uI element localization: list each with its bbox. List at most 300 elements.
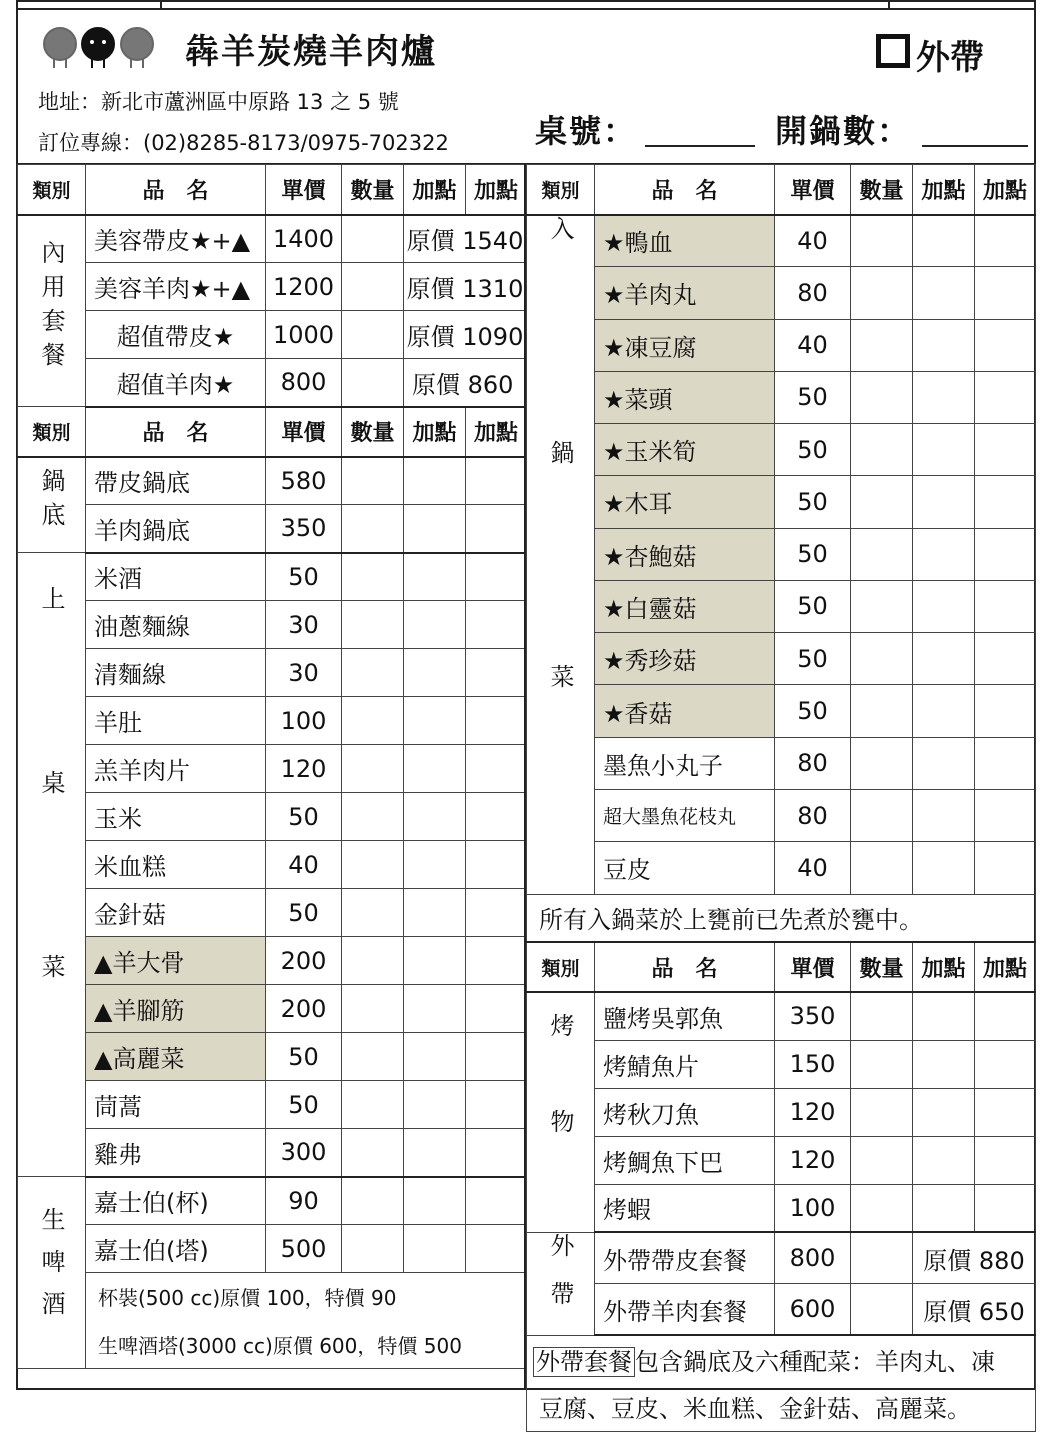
top-divider-tick xyxy=(160,0,162,10)
beer-note: 杯裝(500 cc)原價 100，特價 90 xyxy=(86,1273,527,1321)
header-category: 類別 xyxy=(18,407,86,457)
add-cell[interactable] xyxy=(913,267,975,319)
qty-cell[interactable] xyxy=(342,457,404,505)
original-price: 原價 1310 xyxy=(404,263,527,311)
table-row xyxy=(527,1040,1036,1088)
item-price: 80 xyxy=(775,737,851,789)
qty-cell[interactable] xyxy=(342,745,404,793)
header-price: 單價 xyxy=(266,407,342,457)
qty-cell[interactable] xyxy=(851,215,913,267)
item-name: 玉米 xyxy=(86,793,266,841)
add-cell[interactable] xyxy=(975,1136,1036,1184)
item-price: 350 xyxy=(266,505,342,553)
add-cell[interactable] xyxy=(975,424,1036,476)
item-name: ★秀珍菇 xyxy=(595,633,775,685)
takeout-note-line2: 豆腐、豆皮、米血糕、金針菇、高麗菜。 xyxy=(527,1383,1036,1431)
qty-cell[interactable] xyxy=(851,842,913,894)
add-cell[interactable] xyxy=(975,319,1036,371)
add-cell[interactable] xyxy=(975,476,1036,528)
table-row xyxy=(527,1284,1036,1336)
item-name: 雞弗 xyxy=(86,1129,266,1177)
add-cell[interactable] xyxy=(466,697,527,745)
item-price: 50 xyxy=(775,685,851,737)
table-row xyxy=(18,841,527,889)
item-price: 1200 xyxy=(266,263,342,311)
table-row xyxy=(527,476,1036,528)
table-row xyxy=(527,1232,1036,1284)
item-name: ▲高麗菜 xyxy=(86,1033,266,1081)
item-name: 米血糕 xyxy=(86,841,266,889)
add-cell[interactable] xyxy=(466,649,527,697)
item-name: 鹽烤吳郭魚 xyxy=(595,992,775,1040)
table-header-row xyxy=(527,942,1036,992)
item-price: 50 xyxy=(775,424,851,476)
add-cell[interactable] xyxy=(466,601,527,649)
table-row xyxy=(527,528,1036,580)
header-add: 加點 xyxy=(975,942,1036,992)
item-price: 50 xyxy=(775,633,851,685)
add-cell[interactable] xyxy=(913,580,975,632)
category-pot-base: 鍋底 xyxy=(18,457,86,553)
add-cell[interactable] xyxy=(404,1225,466,1273)
category-grilled: 烤物 xyxy=(527,992,595,1232)
table-header-row xyxy=(18,165,527,215)
item-name: 嘉士伯(杯) xyxy=(86,1177,266,1225)
add-cell[interactable] xyxy=(913,685,975,737)
add-cell[interactable] xyxy=(404,841,466,889)
qty-cell[interactable] xyxy=(851,371,913,423)
right-menu-table xyxy=(526,164,1036,1432)
item-name: ★鴨血 xyxy=(595,215,775,267)
item-name: 帶皮鍋底 xyxy=(86,457,266,505)
qty-cell[interactable] xyxy=(342,649,404,697)
table-row xyxy=(18,457,527,505)
item-name: 超值帶皮★ xyxy=(86,311,266,359)
add-cell[interactable] xyxy=(466,841,527,889)
header-qty: 數量 xyxy=(342,165,404,215)
sheep-icon xyxy=(82,28,114,68)
qty-cell[interactable] xyxy=(342,985,404,1033)
add-cell[interactable] xyxy=(466,1225,527,1273)
table-row xyxy=(18,1129,527,1177)
table-row xyxy=(18,1321,527,1369)
item-price: 580 xyxy=(266,457,342,505)
add-cell[interactable] xyxy=(404,697,466,745)
add-cell[interactable] xyxy=(466,1081,527,1129)
takeout-note xyxy=(527,1335,1036,1383)
item-price: 50 xyxy=(775,528,851,580)
header-add: 加點 xyxy=(975,165,1036,215)
sheep-icon xyxy=(44,28,76,68)
table-row xyxy=(18,553,527,601)
add-cell[interactable] xyxy=(975,267,1036,319)
table-row xyxy=(18,937,527,985)
table-row xyxy=(18,985,527,1033)
item-price: 30 xyxy=(266,601,342,649)
item-name: ★香菇 xyxy=(595,685,775,737)
table-row xyxy=(18,311,527,359)
qty-cell[interactable] xyxy=(342,1129,404,1177)
table-row xyxy=(18,1225,527,1273)
table-number-label: 桌號： xyxy=(535,112,638,150)
add-cell[interactable] xyxy=(404,1177,466,1225)
item-price: 50 xyxy=(266,1081,342,1129)
qty-cell[interactable] xyxy=(851,1088,913,1136)
restaurant-title: 犇羊炭燒羊肉爐 xyxy=(185,32,437,72)
table-number-field[interactable] xyxy=(645,145,755,147)
item-name: ★菜頭 xyxy=(595,371,775,423)
table-row xyxy=(527,992,1036,1040)
item-name: 米酒 xyxy=(86,553,266,601)
add-cell[interactable] xyxy=(404,1129,466,1177)
item-name: 烤鯛魚下巴 xyxy=(595,1136,775,1184)
item-name: 清麵線 xyxy=(86,649,266,697)
qty-cell[interactable] xyxy=(342,1225,404,1273)
table-row xyxy=(527,789,1036,841)
category-side-dishes: 上桌菜 xyxy=(18,553,86,1177)
table-row xyxy=(527,371,1036,423)
add-cell[interactable] xyxy=(466,553,527,601)
qty-cell[interactable] xyxy=(851,789,913,841)
takeout-note-boxed: 外帶套餐 xyxy=(533,1347,635,1377)
item-price: 1400 xyxy=(266,215,342,263)
add-cell[interactable] xyxy=(975,1040,1036,1088)
header-add: 加點 xyxy=(913,165,975,215)
item-price: 200 xyxy=(266,985,342,1033)
item-price: 40 xyxy=(266,841,342,889)
table-row xyxy=(18,697,527,745)
table-row xyxy=(18,745,527,793)
add-cell[interactable] xyxy=(913,1088,975,1136)
add-cell[interactable] xyxy=(404,793,466,841)
item-price: 100 xyxy=(775,1184,851,1232)
add-cell[interactable] xyxy=(404,985,466,1033)
qty-cell[interactable] xyxy=(342,1177,404,1225)
item-price: 40 xyxy=(775,842,851,894)
add-cell[interactable] xyxy=(913,789,975,841)
add-cell[interactable] xyxy=(975,789,1036,841)
qty-cell[interactable] xyxy=(851,737,913,789)
header-name: 品 名 xyxy=(595,165,775,215)
left-menu-table xyxy=(17,164,527,1369)
table-row xyxy=(527,215,1036,267)
item-price: 150 xyxy=(775,1040,851,1088)
beer-note: 生啤酒塔(3000 cc)原價 600，特價 500 xyxy=(86,1321,527,1369)
add-cell[interactable] xyxy=(404,889,466,937)
item-price: 600 xyxy=(775,1284,851,1336)
table-row xyxy=(527,894,1036,942)
qty-cell[interactable] xyxy=(851,528,913,580)
add-cell[interactable] xyxy=(975,992,1036,1040)
top-border xyxy=(16,8,1036,10)
add-cell[interactable] xyxy=(913,1136,975,1184)
item-price: 30 xyxy=(266,649,342,697)
qty-cell[interactable] xyxy=(342,1033,404,1081)
item-name: 羔羊肉片 xyxy=(86,745,266,793)
add-cell[interactable] xyxy=(466,1129,527,1177)
item-name: ★玉米筍 xyxy=(595,424,775,476)
add-cell[interactable] xyxy=(913,842,975,894)
category-hotpot-veg: 入鍋菜 xyxy=(527,215,595,895)
qty-cell[interactable] xyxy=(851,1136,913,1184)
add-cell[interactable] xyxy=(975,633,1036,685)
item-price: 300 xyxy=(266,1129,342,1177)
qty-cell[interactable] xyxy=(342,359,404,407)
header-price: 單價 xyxy=(266,165,342,215)
add-cell[interactable] xyxy=(975,842,1036,894)
table-row xyxy=(18,793,527,841)
item-name: 金針菇 xyxy=(86,889,266,937)
item-name: ★白靈菇 xyxy=(595,580,775,632)
add-cell[interactable] xyxy=(466,793,527,841)
table-row xyxy=(527,267,1036,319)
header-category: 類別 xyxy=(527,165,595,215)
add-cell[interactable] xyxy=(404,937,466,985)
add-cell[interactable] xyxy=(913,319,975,371)
qty-cell[interactable] xyxy=(342,889,404,937)
header-add: 加點 xyxy=(466,165,527,215)
item-price: 800 xyxy=(775,1232,851,1284)
add-cell[interactable] xyxy=(404,553,466,601)
table-row xyxy=(18,1033,527,1081)
qty-cell[interactable] xyxy=(342,841,404,889)
qty-cell[interactable] xyxy=(851,633,913,685)
original-price: 原價 860 xyxy=(404,359,527,407)
item-name: ★羊肉丸 xyxy=(595,267,775,319)
table-row xyxy=(527,1136,1036,1184)
table-header-row xyxy=(527,165,1036,215)
header-name: 品 名 xyxy=(86,407,266,457)
item-price: 90 xyxy=(266,1177,342,1225)
qty-cell[interactable] xyxy=(342,311,404,359)
item-price: 80 xyxy=(775,789,851,841)
table-row xyxy=(18,505,527,553)
header-category: 類別 xyxy=(527,942,595,992)
category-takeout: 外帶 xyxy=(527,1232,595,1335)
qty-cell[interactable] xyxy=(851,580,913,632)
table-row xyxy=(527,319,1036,371)
add-cell[interactable] xyxy=(404,745,466,793)
item-name: ▲羊腳筋 xyxy=(86,985,266,1033)
qty-cell[interactable] xyxy=(851,1040,913,1088)
table-row xyxy=(18,263,527,311)
header-qty: 數量 xyxy=(342,407,404,457)
item-price: 50 xyxy=(775,580,851,632)
qty-cell[interactable] xyxy=(851,1184,913,1232)
add-cell[interactable] xyxy=(975,1088,1036,1136)
item-name: 烤鯖魚片 xyxy=(595,1040,775,1088)
pot-count-label: 開鍋數： xyxy=(775,112,912,150)
header-add: 加點 xyxy=(466,407,527,457)
add-cell[interactable] xyxy=(975,580,1036,632)
item-name: 豆皮 xyxy=(595,842,775,894)
add-cell[interactable] xyxy=(913,1040,975,1088)
item-name: 美容帶皮★+▲ xyxy=(86,215,266,263)
qty-cell[interactable] xyxy=(851,685,913,737)
add-cell[interactable] xyxy=(913,633,975,685)
item-price: 50 xyxy=(266,889,342,937)
table-row xyxy=(527,1088,1036,1136)
header-add: 加點 xyxy=(404,407,466,457)
original-price: 原價 650 xyxy=(913,1284,1036,1336)
add-cell[interactable] xyxy=(913,424,975,476)
table-row xyxy=(527,842,1036,894)
qty-cell[interactable] xyxy=(851,267,913,319)
add-cell[interactable] xyxy=(975,215,1036,267)
item-name: 羊肚 xyxy=(86,697,266,745)
qty-cell[interactable] xyxy=(342,215,404,263)
item-price: 50 xyxy=(266,553,342,601)
item-name: 烤蝦 xyxy=(595,1184,775,1232)
header-name: 品 名 xyxy=(86,165,266,215)
table-row xyxy=(527,685,1036,737)
takeout-checkbox[interactable] xyxy=(876,34,910,68)
item-price: 120 xyxy=(266,745,342,793)
item-name: 外帶帶皮套餐 xyxy=(595,1232,775,1284)
table-row xyxy=(527,580,1036,632)
table-row xyxy=(18,889,527,937)
header-add: 加點 xyxy=(913,942,975,992)
top-divider-tick xyxy=(888,0,890,10)
category-set-meal: 內用套餐 xyxy=(18,215,86,407)
item-name: ▲羊大骨 xyxy=(86,937,266,985)
item-price: 120 xyxy=(775,1136,851,1184)
sheep-icon xyxy=(121,28,153,68)
item-price: 1000 xyxy=(266,311,342,359)
table-row xyxy=(18,1177,527,1225)
add-cell[interactable] xyxy=(975,371,1036,423)
item-price: 40 xyxy=(775,215,851,267)
item-name: 羊肉鍋底 xyxy=(86,505,266,553)
add-cell[interactable] xyxy=(466,937,527,985)
qty-cell[interactable] xyxy=(851,1232,913,1284)
item-price: 80 xyxy=(775,267,851,319)
add-cell[interactable] xyxy=(913,528,975,580)
item-name: 油蔥麵線 xyxy=(86,601,266,649)
add-cell[interactable] xyxy=(913,992,975,1040)
pot-count-field[interactable] xyxy=(922,145,1028,147)
original-price: 原價 880 xyxy=(913,1232,1036,1284)
item-name: 茼蒿 xyxy=(86,1081,266,1129)
add-cell[interactable] xyxy=(466,745,527,793)
add-cell[interactable] xyxy=(466,505,527,553)
add-cell[interactable] xyxy=(466,1033,527,1081)
original-price: 原價 1090 xyxy=(404,311,527,359)
header-price: 單價 xyxy=(775,942,851,992)
qty-cell[interactable] xyxy=(342,937,404,985)
item-name: 美容羊肉★+▲ xyxy=(86,263,266,311)
takeout-note-text: 包含鍋底及六種配菜：羊肉丸、凍 xyxy=(635,1348,995,1376)
header-name: 品 名 xyxy=(595,942,775,992)
add-cell[interactable] xyxy=(466,985,527,1033)
add-cell[interactable] xyxy=(466,889,527,937)
qty-cell[interactable] xyxy=(342,1081,404,1129)
qty-cell[interactable] xyxy=(342,793,404,841)
table-row xyxy=(527,1184,1036,1232)
table-row xyxy=(527,1335,1036,1383)
item-price: 40 xyxy=(775,319,851,371)
add-cell[interactable] xyxy=(404,457,466,505)
table-row xyxy=(18,601,527,649)
item-price: 50 xyxy=(266,793,342,841)
table-row xyxy=(527,1383,1036,1431)
qty-cell[interactable] xyxy=(342,553,404,601)
item-name: 超值羊肉★ xyxy=(86,359,266,407)
table-row xyxy=(527,424,1036,476)
qty-cell[interactable] xyxy=(851,424,913,476)
add-cell[interactable] xyxy=(404,601,466,649)
table-row xyxy=(18,215,527,263)
qty-cell[interactable] xyxy=(342,263,404,311)
table-row xyxy=(18,1273,527,1321)
header-add: 加點 xyxy=(404,165,466,215)
hotpot-note: 所有入鍋菜於上甕前已先煮於甕中。 xyxy=(527,894,1036,942)
original-price: 原價 1540 xyxy=(404,215,527,263)
item-price: 200 xyxy=(266,937,342,985)
item-name: 墨魚小丸子 xyxy=(595,737,775,789)
header-price: 單價 xyxy=(775,165,851,215)
add-cell[interactable] xyxy=(913,476,975,528)
add-cell[interactable] xyxy=(466,457,527,505)
item-price: 120 xyxy=(775,1088,851,1136)
table-row xyxy=(18,649,527,697)
table-row xyxy=(18,1081,527,1129)
add-cell[interactable] xyxy=(913,215,975,267)
add-cell[interactable] xyxy=(913,371,975,423)
add-cell[interactable] xyxy=(404,649,466,697)
item-name: ★凍豆腐 xyxy=(595,319,775,371)
item-price: 50 xyxy=(775,476,851,528)
item-price: 100 xyxy=(266,697,342,745)
address: 地址：新北市蘆洲區中原路 13 之 5 號 xyxy=(38,90,399,114)
qty-cell[interactable] xyxy=(851,319,913,371)
table-row xyxy=(527,633,1036,685)
add-cell[interactable] xyxy=(975,528,1036,580)
item-price: 350 xyxy=(775,992,851,1040)
item-name: ★木耳 xyxy=(595,476,775,528)
qty-cell[interactable] xyxy=(342,697,404,745)
qty-cell[interactable] xyxy=(851,1284,913,1336)
table-row xyxy=(18,359,527,407)
item-name: 嘉士伯(塔) xyxy=(86,1225,266,1273)
item-price: 50 xyxy=(775,371,851,423)
qty-cell[interactable] xyxy=(342,505,404,553)
add-cell[interactable] xyxy=(975,737,1036,789)
item-price: 500 xyxy=(266,1225,342,1273)
add-cell[interactable] xyxy=(466,1177,527,1225)
add-cell[interactable] xyxy=(913,737,975,789)
item-name: ★杏鮑菇 xyxy=(595,528,775,580)
qty-cell[interactable] xyxy=(851,992,913,1040)
table-row xyxy=(527,737,1036,789)
add-cell[interactable] xyxy=(975,1184,1036,1232)
add-cell[interactable] xyxy=(404,1033,466,1081)
add-cell[interactable] xyxy=(975,685,1036,737)
item-name: 超大墨魚花枝丸 xyxy=(595,789,775,841)
qty-cell[interactable] xyxy=(851,476,913,528)
add-cell[interactable] xyxy=(404,1081,466,1129)
add-cell[interactable] xyxy=(404,505,466,553)
takeout-label: 外帶 xyxy=(916,38,984,78)
table-header-row xyxy=(18,407,527,457)
category-beer: 生啤酒 xyxy=(18,1177,86,1369)
add-cell[interactable] xyxy=(913,1184,975,1232)
sheep-logo xyxy=(40,20,160,70)
item-price: 50 xyxy=(266,1033,342,1081)
qty-cell[interactable] xyxy=(342,601,404,649)
reservation-phone: 訂位專線：(02)8285-8173/0975-702322 xyxy=(38,131,449,155)
item-price: 800 xyxy=(266,359,342,407)
